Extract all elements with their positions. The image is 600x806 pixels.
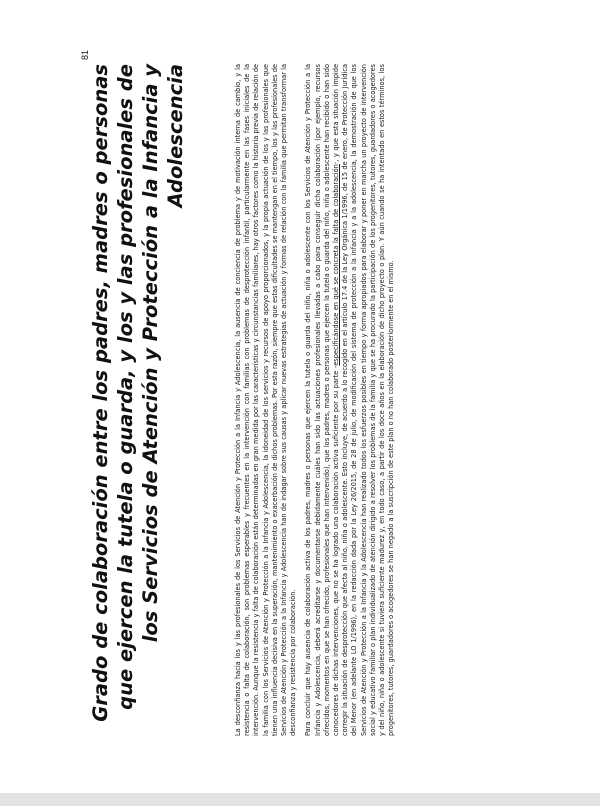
paragraph-1: La desconfianza hacia los y las profesionales de los Servicios de Atención y Protección a la Infancia y Adolescencia, la ausencia de conciencia de problema y de motivación interna de cambio, y la resistencia o falta de colaboración, son problemas esperables y frecuentes en la intervención con familias con problemas de desprotección infantil, particularmente en las fases iniciales de la intervención. Aunque la resistencia y falta de colaboración están determinadas en gran medida por las características y circunstancias familiares, hay otros factores como la historia previa de relación de la familia con los Servicios de Atención y Protección a la Infancia y Adolescencia, la idoneidad de los servicios y recursos de apoyo proporcionados, y la propia actuación de los y las profesionales que tienen una influencia decisiva en la superación, mantenimiento o exacerbación de dichos problemas. Por esta razón, siempre que estas dificultades se mantengan en el tiempo, los y las profesionales de Servicios de Atención y Protección a la Infancia y Adolescencia han de indagar sobre sus causas y aplicar nuevas estrategias de actuación y formas de relación con la familia que permitan transformar la desconfianza y resistencia por colaboración.	[234, 64, 298, 736]
page-content	[80, 50, 540, 750]
paragraph-2	[304, 64, 396, 736]
paragraph-2-part-b: -, y que esta situación impide corregir la situación de desprotección que afecta al niño, niña o adolescente. Esto incluye, de acuerdo a lo recogido en el artículo 17.4 de la Ley Orgánica 1/1996, de 15 de enero, de Protección Jurídica del Menor (en adelante LO 1/1996), en la redacción dada por la Ley 26/2015, de 28 de julio, de modificación del sistema de protección a la infancia y a la adolescencia, la demostración de que los Servicios de Atención y Protección a la Infancia y la Adolescencia han realizado todos los esfuerzos posibles en tiempo y forma apropiados para elaborar y poner en marcha un proyecto de intervención social y educativo familiar o plan individualizado de atención dirigido a resolver los problemas de la familia y que se ha procurado la participación de los progenitores, tutores, guardadores o acogedores y del niño, niña o adolescente si tuviera suficiente madurez y, en todo caso, a partir de los doce años en la elaboración de dicho proyecto o plan. Y aún cuando se ha intentado en estos términos, los progenitores, tutores, guardadores o acogedores se han negado a la suscripción de este plan o no han colaborado posteriormente en el mismo.	[332, 63, 396, 736]
paragraph-2-part-a: Para concluir que hay ausencia de colaboración activa de los padres, madres o personas que ejercen la tutela o guarda del niño, niña o adolescente con los Servicios de Atención y Protección a la Infancia y Adolescencia, deberá acreditarse y documentarse debidamente cuáles han sido las actuaciones profesionales llevadas a cabo para conseguir dicha colaboración (por ejemplo, recursos ofrecidos, momentos en que se han ofrecido, profesionales que han intervenido), que los padres, madres o personas que ejercen la tutela o guarda del niño, niña o adolescente han recibido o han sido conocedores de dichas intervenciones, que no se ha logrado una colaboración activa suficiente por su parte -	[304, 64, 341, 736]
paragraph-2-underlined: especificándose en qué se concreta la falta de colaboración	[332, 164, 341, 366]
rotated-content	[80, 50, 540, 750]
page-number: 81	[80, 50, 90, 61]
section-title: Grado de colaboración entre los padres, madres o personas que ejercen la tutela o guarda, y los y las profesionales de los Servicios de Atención y Protección a la Infancia y Adolescencia	[89, 64, 187, 722]
bottom-viewer-bar	[0, 793, 600, 806]
body-text	[234, 64, 402, 736]
